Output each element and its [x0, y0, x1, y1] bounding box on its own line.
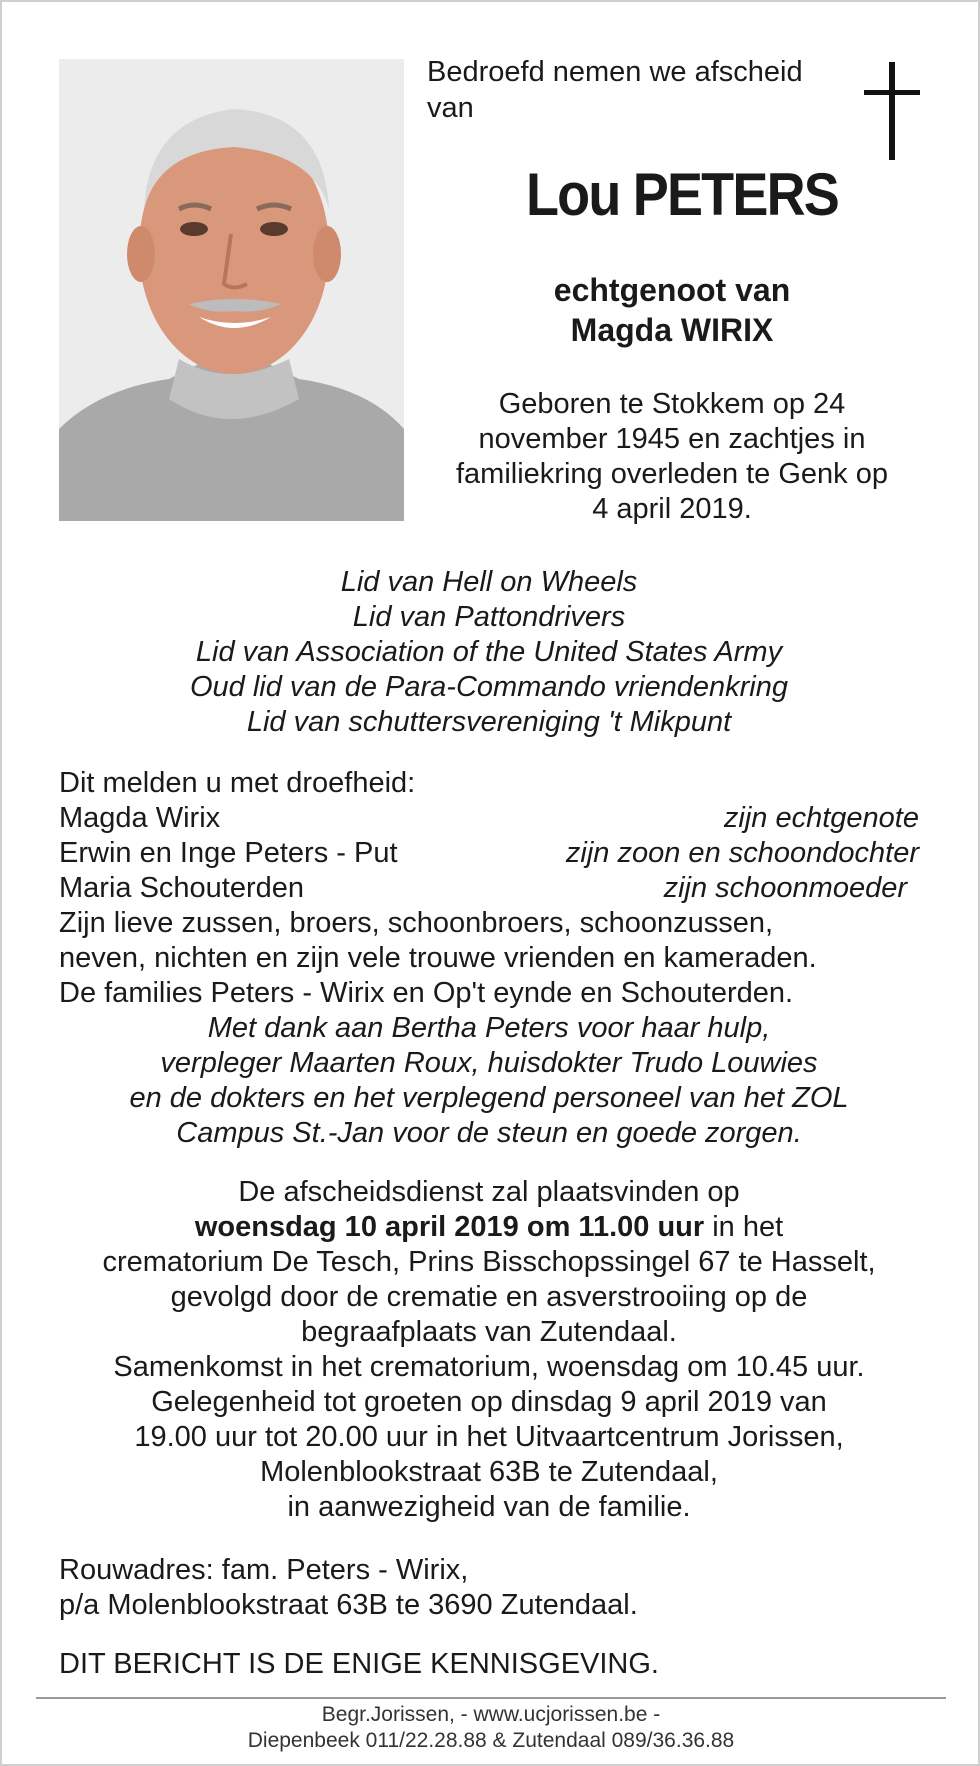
service-line: 19.00 uur tot 20.00 uur in het Uitvaartcentrum Jorissen, [134, 1421, 844, 1453]
portrait-photo [59, 59, 404, 521]
memberships-list [59, 565, 919, 740]
service-line: Molenblookstraat 63B te Zutendaal, [260, 1456, 718, 1488]
address-line-1: Rouwadres: fam. Peters - Wirix, [59, 1554, 469, 1586]
birth-death-info [427, 387, 917, 527]
birth-line: Geboren te Stokkem op 24 [498, 388, 846, 420]
family-line: neven, nichten en zijn vele trouwe vrienden en kameraden. [59, 942, 817, 974]
intro-text [427, 54, 847, 126]
service-date-line [59, 1210, 919, 1245]
spouse-line-1: echtgenoot van [553, 272, 791, 308]
footer-divider [36, 1697, 946, 1699]
footer-line-2: Diepenbeek 011/22.28.88 & Zutendaal 089/36.36.88 [247, 1729, 735, 1752]
service-line: begraafplaats van Zutendaal. [301, 1316, 677, 1348]
relative-relation: zijn echtgenote [723, 802, 919, 834]
mourners-section [59, 766, 919, 1151]
relative-row [59, 801, 919, 836]
cross-icon [864, 62, 920, 162]
service-line-1: De afscheidsdienst zal plaatsvinden op [238, 1176, 740, 1208]
birth-line: november 1945 en zachtjes in [478, 423, 866, 455]
mourners-intro: Dit melden u met droefheid: [59, 767, 416, 799]
membership-item: Lid van schuttersvereniging 't Mikpunt [246, 706, 732, 738]
service-line: Gelegenheid tot groeten op dinsdag 9 april 2019 van [151, 1386, 827, 1418]
service-date-suffix: in het [704, 1211, 784, 1243]
deceased-name: Lou PETERS [525, 161, 839, 228]
service-date: woensdag 10 april 2019 om 11.00 uur [194, 1211, 705, 1243]
service-line: crematorium De Tesch, Prins Bisschopssingel 67 te Hasselt, [102, 1246, 876, 1278]
mourning-address [59, 1553, 919, 1623]
relative-name: Magda Wirix [59, 802, 221, 834]
family-lines [59, 906, 919, 1011]
relative-row [59, 871, 919, 906]
portrait-illustration [59, 59, 404, 521]
relative-name: Erwin en Inge Peters - Put [59, 837, 398, 869]
relative-relation: zijn schoonmoeder [663, 872, 907, 904]
service-info [59, 1175, 919, 1525]
intro-line-2: van [427, 92, 474, 124]
thanks-block [59, 1011, 919, 1151]
thanks-line: Campus St.-Jan voor de steun en goede zorgen. [176, 1117, 802, 1149]
intro-line-1: Bedroefd nemen we afscheid [427, 56, 803, 88]
service-line: Samenkomst in het crematorium, woensdag om 10.45 uur. [113, 1351, 865, 1383]
membership-item: Lid van Association of the United States Army [195, 636, 783, 668]
relative-row [59, 836, 919, 871]
birth-line: familiekring overleden te Genk op [455, 458, 888, 490]
footer [36, 1702, 946, 1754]
thanks-line: verpleger Maarten Roux, huisdokter Trudo Louwies [160, 1047, 818, 1079]
thanks-line: en de dokters en het verplegend personeel van het ZOL [129, 1082, 849, 1114]
spouse-block [427, 270, 917, 350]
membership-item: Oud lid van de Para-Commando vriendenkring [189, 671, 789, 703]
birth-line: 4 april 2019. [592, 493, 752, 525]
service-line: in aanwezigheid van de familie. [287, 1491, 691, 1523]
address-line-2: p/a Molenblookstraat 63B te 3690 Zutendaal. [59, 1589, 638, 1621]
relative-name: Maria Schouterden [59, 872, 305, 904]
only-notice: DIT BERICHT IS DE ENIGE KENNISGEVING. [59, 1648, 659, 1680]
family-line: Zijn lieve zussen, broers, schoonbroers, schoonzussen, [59, 907, 774, 939]
family-line: De families Peters - Wirix en Op't eynde en Schouterden. [59, 977, 794, 1009]
membership-item: Lid van Pattondrivers [352, 601, 626, 633]
footer-line-1: Begr.Jorissen, - www.ucjorissen.be - [321, 1703, 661, 1726]
membership-item: Lid van Hell on Wheels [340, 566, 638, 598]
thanks-line: Met dank aan Bertha Peters voor haar hulp, [207, 1012, 771, 1044]
service-line: gevolgd door de crematie en asverstrooiing op de [170, 1281, 808, 1313]
relative-relation: zijn zoon en schoondochter [565, 837, 919, 869]
spouse-line-2: Magda WIRIX [570, 312, 774, 348]
